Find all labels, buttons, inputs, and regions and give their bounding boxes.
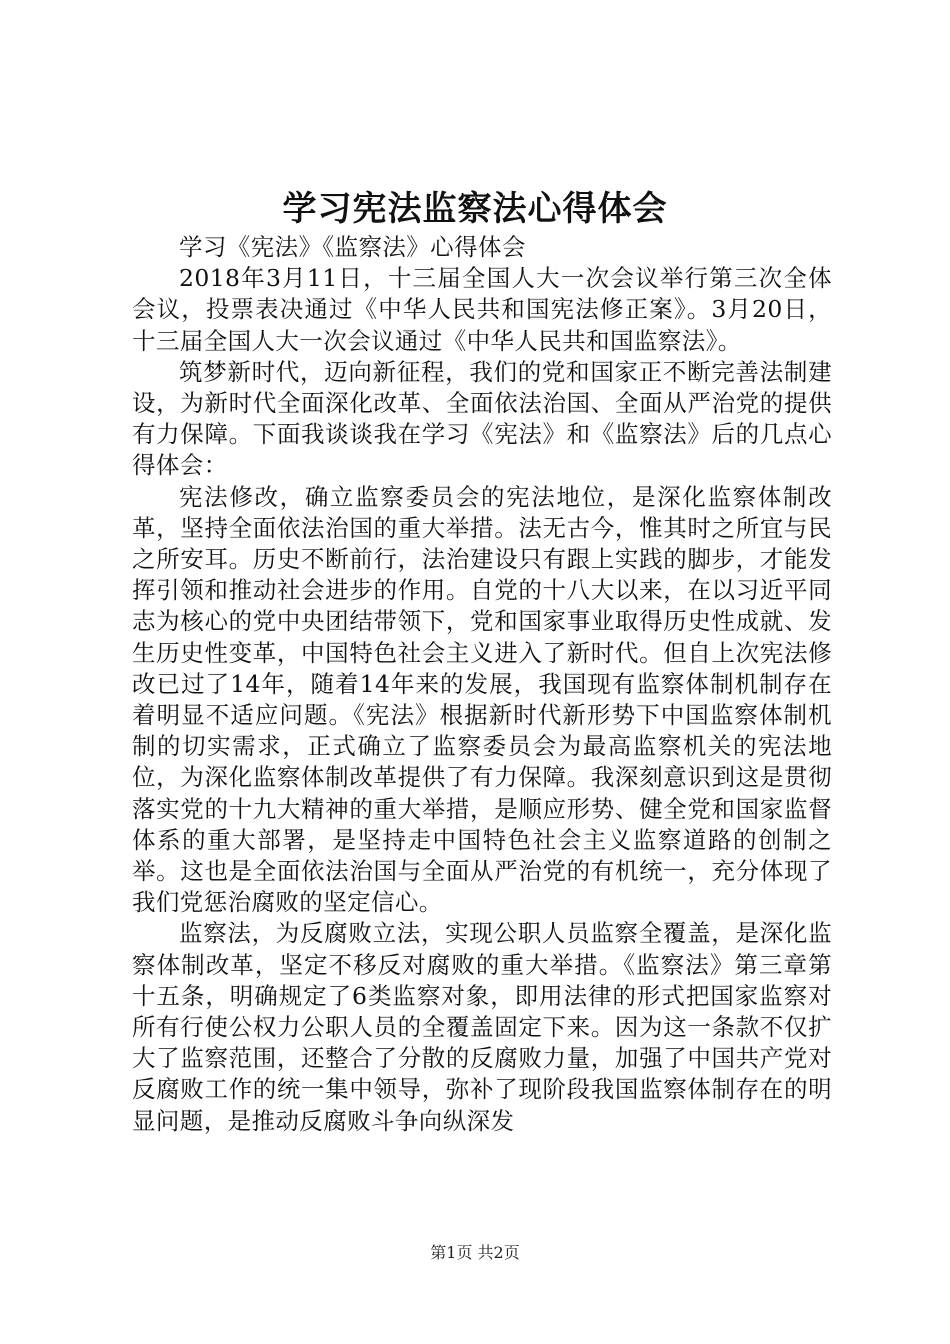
document-body	[132, 232, 832, 1137]
body-paragraph: 筑梦新时代，迈向新征程，我们的党和国家正不断完善法制建设，为新时代全面深化改革、全面依法治国、全面从严治党的提供有力保障。下面我谈谈我在学习《宪法》和《监察法》后的几点心得体会：	[132, 357, 832, 480]
document-title: 学习宪法监察法心得体会	[282, 189, 668, 229]
body-paragraph: 宪法修改，确立监察委员会的宪法地位，是深化监察体制改革，坚持全面依法治国的重大举措。法无古今，惟其时之所宜与民之所安耳。历史不断前行，法治建设只有跟上实践的脚步，才能发挥引领和推动社会进步的作用。自党的十八大以来，在以习近平同志为核心的党中央团结带领下，党和国家事业取得历史性成就、发生历史性变革，中国特色社会主义进入了新时代。但自上次宪法修改已过了14年，随着14年来的发展，我国现有监察体制机制存在着明显不适应问题。《宪法》根据新时代新形势下中国监察体制机制的切实需求，正式确立了监察委员会为最高监察机关的宪法地位，为深化监察体制改革提供了有力保障。我深刻意识到这是贯彻落实党的十九大精神的重大举措，是顺应形势、健全党和国家监督体系的重大部署，是坚持走中国特色社会主义监察道路的创制之举。这也是全面依法治国与全面从严治党的有机统一，充分体现了我们党惩治腐败的坚定信心。	[132, 482, 832, 917]
body-paragraph: 监察法，为反腐败立法，实现公职人员监察全覆盖，是深化监察体制改革，坚定不移反对腐败的重大举措。《监察法》第三章第十五条，明确规定了6类监察对象，即用法律的形式把国家监察对所有行使公权力公职人员的全覆盖固定下来。因为这一条款不仅扩大了监察范围，还整合了分散的反腐败力量，加强了中国共产党对反腐败工作的统一集中领导，弥补了现阶段我国监察体制存在的明显问题，是推动反腐败斗争向纵深发	[132, 919, 832, 1135]
subtitle-paragraph: 学习《宪法》《监察法》心得体会	[179, 233, 526, 261]
body-paragraph: 2018年3月11日，十三届全国人大一次会议举行第三次全体会议，投票表决通过《中华人民共和国宪法修正案》。3月20日，十三届全国人大一次会议通过《中华人民共和国监察法》。	[132, 264, 832, 355]
page-number-footer: 第1页 共2页	[430, 1243, 520, 1262]
